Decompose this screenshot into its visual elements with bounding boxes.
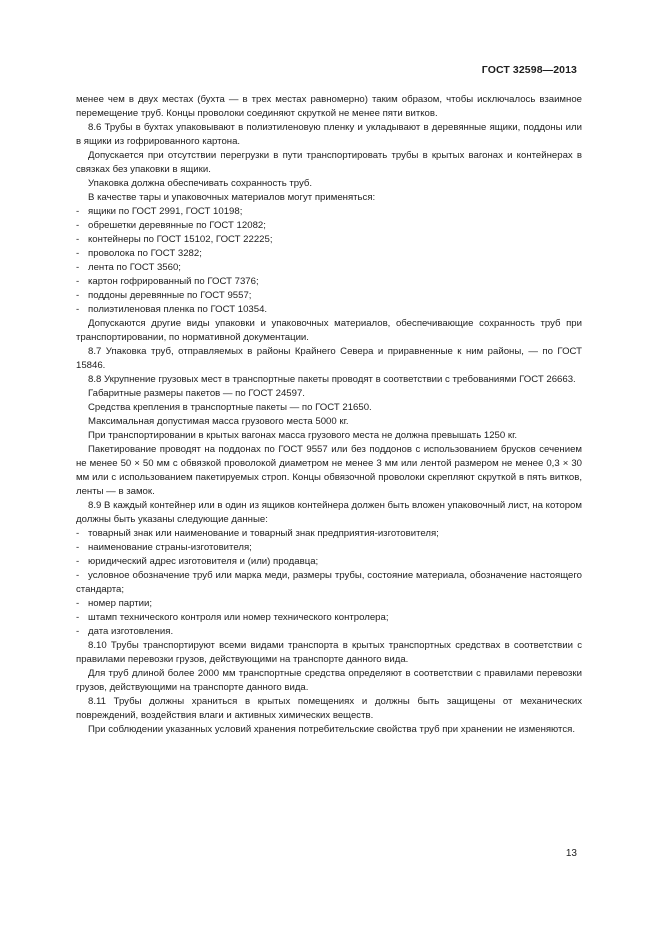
list-item (76, 541, 582, 555)
list-dash: - (76, 290, 80, 301)
paragraph: Максимальная допустимая масса грузового места 5000 кг. (88, 416, 349, 427)
list-dash: - (76, 276, 80, 287)
document-body (76, 93, 582, 737)
list-item-text: картон гофрированный по ГОСТ 7376; (88, 276, 259, 287)
paragraph: 8.7 Упаковка труб, отправляемых в районы Крайнего Севера и приравненные к ним районы, — по ГОСТ 15846. (76, 346, 582, 371)
page-number: 13 (565, 848, 577, 859)
paragraph: Допускается при отсутствии перегрузки в пути транспортировать трубы в крытых вагонах и контейнерах в связках без упаковки в ящики. (76, 150, 582, 175)
list-dash: - (76, 570, 80, 581)
paragraph: Пакетирование проводят на поддонах по ГОСТ 9557 или без поддонов с использованием брусков сечением не менее 50 × 50 мм с обвязкой проволокой диаметром не менее 3 мм или лентой размером не менее 0,3 × 30 мм или с использованием пакетируемых строп. Концы обвязочной проволоки скрепляют скруткой в пять витков, ленты — в замок. (76, 444, 582, 497)
list-item-text: юридический адрес изготовителя и (или) продавца; (88, 556, 319, 567)
list-item-text: товарный знак или наименование и товарный знак предприятия-изготовителя; (88, 528, 439, 539)
list-dash: - (76, 206, 80, 217)
list-item (76, 233, 582, 247)
paragraph: Допускаются другие виды упаковки и упаковочных материалов, обеспечивающие сохранность труб при транспортировании, по нормативной документации. (76, 318, 582, 343)
paragraph: 8.9 В каждый контейнер или в один из ящиков контейнера должен быть вложен упаковочный лист, на котором должны быть указаны следующие данные: (76, 500, 582, 525)
list-dash: - (76, 626, 80, 637)
list-item (76, 527, 582, 541)
paragraph: При соблюдении указанных условий хранения потребительские свойства труб при хранении не изменяются. (88, 724, 575, 735)
list-item-text: условное обозначение труб или марка меди, размеры трубы, состояние материала, обозначение настоящего стандарта; (76, 570, 582, 595)
list-item-text: полиэтиленовая пленка по ГОСТ 10354. (88, 304, 268, 315)
list-item (76, 247, 582, 261)
list-dash: - (76, 234, 80, 245)
list-item (76, 275, 582, 289)
paragraph: менее чем в двух местах (бухта — в трех местах равномерно) таким образом, чтобы исключалось взаимное перемещение труб. Концы проволоки соединяют скруткой не менее пяти витков. (76, 94, 582, 119)
paragraph: 8.10 Трубы транспортируют всеми видами транспорта в крытых транспортных средствах в соответствии с правилами перевозки грузов, действующими на транспорте данного вида. (76, 640, 582, 665)
list-dash: - (76, 528, 80, 539)
paragraph: 8.8 Укрупнение грузовых мест в транспортные пакеты проводят в соответствии с требованиями ГОСТ 26663. (88, 374, 576, 385)
list-item-text: номер партии; (88, 598, 152, 609)
paragraph: Средства крепления в транспортные пакеты — по ГОСТ 21650. (88, 402, 372, 413)
list-item-text: наименование страны-изготовителя; (88, 542, 252, 553)
paragraph: 8.11 Трубы должны храниться в крытых помещениях и должны быть защищены от механических повреждений, воздействия влаги и активных химических веществ. (76, 696, 582, 721)
document-header: ГОСТ 32598—2013 (481, 64, 577, 76)
paragraph: В качестве тары и упаковочных материалов могут применяться: (88, 192, 376, 203)
paragraph: 8.6 Трубы в бухтах упаковывают в полиэтиленовую пленку и укладывают в деревянные ящики, поддоны или в ящики из гофрированного картона. (76, 122, 582, 147)
list-dash: - (76, 612, 80, 623)
list-item (76, 555, 582, 569)
list-item (76, 303, 582, 317)
list-dash: - (76, 556, 80, 567)
list-item (76, 219, 582, 233)
list-item-text: ящики по ГОСТ 2991, ГОСТ 10198; (88, 206, 243, 217)
list-item-text: поддоны деревянные по ГОСТ 9557; (88, 290, 252, 301)
paragraph: Габаритные размеры пакетов — по ГОСТ 24597. (88, 388, 305, 399)
paragraph: Для труб длиной более 2000 мм транспортные средства определяют в соответствии с правилами перевозки грузов, действующими на транспорте данного вида. (76, 668, 582, 693)
list-item (76, 625, 582, 639)
paragraph: При транспортировании в крытых вагонах масса грузового места не должна превышать 1250 кг. (88, 430, 518, 441)
list-dash: - (76, 248, 80, 259)
paragraph: Упаковка должна обеспечивать сохранность труб. (88, 178, 313, 189)
list-item-text: лента по ГОСТ 3560; (88, 262, 181, 273)
list-item (76, 261, 582, 275)
list-item-text: обрешетки деревянные по ГОСТ 12082; (88, 220, 266, 231)
list-dash: - (76, 304, 80, 315)
list-dash: - (76, 220, 80, 231)
list-item-text: штамп технического контроля или номер технического контролера; (88, 612, 389, 623)
list-dash: - (76, 262, 80, 273)
list-item (76, 289, 582, 303)
list-item (76, 569, 582, 597)
list-item-text: контейнеры по ГОСТ 15102, ГОСТ 22225; (88, 234, 273, 245)
list-item (76, 205, 582, 219)
list-dash: - (76, 542, 80, 553)
list-item (76, 597, 582, 611)
list-item (76, 611, 582, 625)
list-dash: - (76, 598, 80, 609)
list-item-text: проволока по ГОСТ 3282; (88, 248, 202, 259)
list-item-text: дата изготовления. (88, 626, 174, 637)
